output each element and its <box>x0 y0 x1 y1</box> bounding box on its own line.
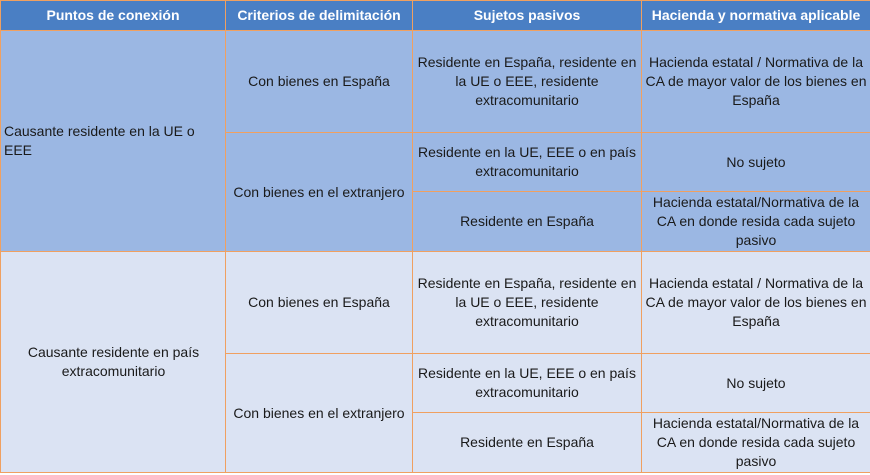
law-cell: No sujeto <box>642 133 870 192</box>
criteria-cell: Con bienes en España <box>226 252 413 354</box>
subject-cell: Residente en España <box>413 413 642 473</box>
law-cell: Hacienda estatal/Normativa de la CA en donde resida cada sujeto pasivo <box>642 192 870 252</box>
subject-cell: Residente en la UE, EEE o en país extracomunitario <box>413 133 642 192</box>
law-cell: Hacienda estatal / Normativa de la CA de mayor valor de los bienes en España <box>642 31 870 133</box>
criteria-cell: Con bienes en el extranjero <box>226 354 413 473</box>
group-extracomunitario <box>1 252 870 473</box>
law-cell: No sujeto <box>642 354 870 413</box>
header-hacienda-normativa: Hacienda y normativa aplicable <box>642 1 870 31</box>
subject-cell: Residente en España, residente en la UE o EEE, residente extracomunitario <box>413 252 642 354</box>
table-row <box>1 31 870 133</box>
subject-cell: Residente en la UE, EEE o en país extracomunitario <box>413 354 642 413</box>
criteria-cell: Con bienes en el extranjero <box>226 133 413 252</box>
connection-point-cell: Causante residente en país extracomunitario <box>1 252 226 473</box>
header-sujetos-pasivos: Sujetos pasivos <box>413 1 642 31</box>
group-ue-eee <box>1 31 870 252</box>
criteria-cell: Con bienes en España <box>226 31 413 133</box>
subject-cell: Residente en España <box>413 192 642 252</box>
connection-point-cell: Causante residente en la UE o EEE <box>1 31 226 252</box>
law-cell: Hacienda estatal/Normativa de la CA en donde resida cada sujeto pasivo <box>642 413 870 473</box>
header-criterios-delimitacion: Criterios de delimitación <box>226 1 413 31</box>
law-cell: Hacienda estatal / Normativa de la CA de mayor valor de los bienes en España <box>642 252 870 354</box>
table-header-row <box>1 1 870 31</box>
table-row <box>1 252 870 354</box>
header-puntos-conexion: Puntos de conexión <box>1 1 226 31</box>
subject-cell: Residente en España, residente en la UE o EEE, residente extracomunitario <box>413 31 642 133</box>
